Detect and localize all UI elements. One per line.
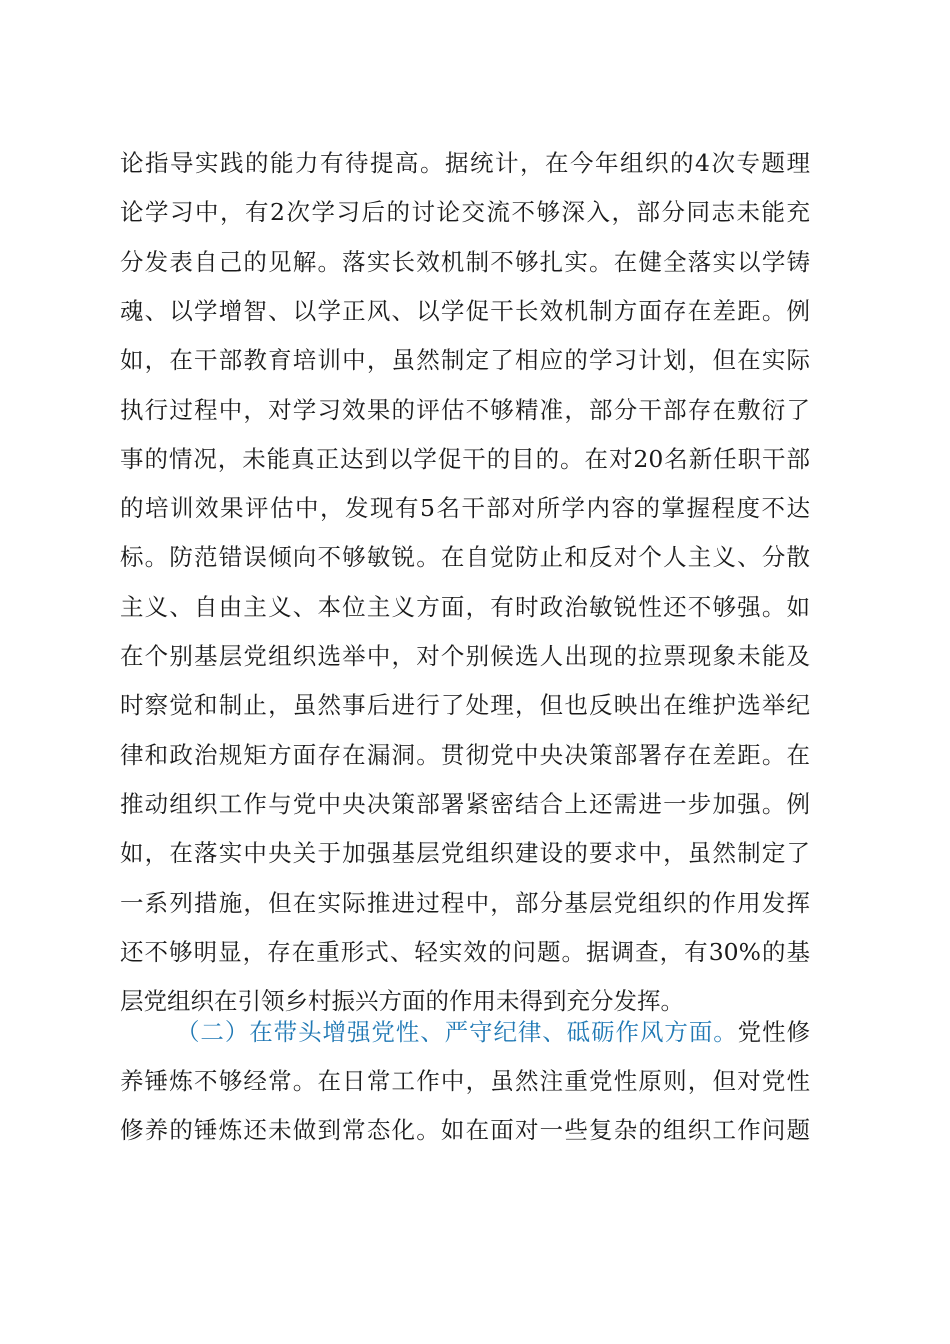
- paragraph-line: 一系列措施，但在实际推进过程中，部分基层党组织的作用发挥: [120, 888, 810, 917]
- paragraph-line: 论指导实践的能力有待提高。据统计，在今年组织的4次专题理: [120, 149, 810, 177]
- paragraph-line: 论学习中，有2次学习后的讨论交流不够深入，部分同志未能充: [120, 198, 810, 227]
- paragraph-line: 修养的锤炼还未做到常态化。如在面对一些复杂的组织工作问题: [120, 1116, 810, 1145]
- paragraph-line: 时察觉和制止，虽然事后进行了处理，但也反映出在维护选举纪: [120, 691, 810, 720]
- paragraph-line: 还不够明显，存在重形式、轻实效的问题。据调查，有30%的基: [120, 937, 810, 966]
- paragraph-line: 魂、以学增智、以学正风、以学促干长效机制方面存在差距。例: [120, 296, 810, 325]
- paragraph-line: 如，在落实中央关于加强基层党组织建设的要求中，虽然制定了: [120, 839, 810, 868]
- paragraph-line: 养锤炼不够经常。在日常工作中，虽然注重党性原则，但对党性: [120, 1067, 810, 1095]
- paragraph-line: 律和政治规矩方面存在漏洞。贯彻党中央决策部署存在差距。在: [120, 740, 810, 769]
- paragraph-line: 如，在干部教育培训中，虽然制定了相应的学习计划，但在实际: [120, 346, 810, 375]
- paragraph-line: 主义、自由主义、本位主义方面，有时政治敏锐性还不够强。如: [120, 592, 810, 621]
- paragraph-line: 标。防范错误倾向不够敏锐。在自觉防止和反对个人主义、分散: [120, 543, 810, 572]
- paragraph-line: 执行过程中，对学习效果的评估不够精准，部分干部存在敷衍了: [120, 395, 810, 424]
- section-heading: （二）在带头增强党性、严守纪律、砥砺作风方面。: [176, 1018, 738, 1046]
- section-heading-line: [176, 1007, 810, 1057]
- paragraph-line: 的培训效果评估中，发现有5名干部对所学内容的掌握程度不达: [120, 494, 810, 523]
- section-text-start: 党性修: [737, 1018, 811, 1046]
- paragraph-line: 分发表自己的见解。落实长效机制不够扎实。在健全落实以学铸: [120, 247, 810, 276]
- paragraph-line: 在个别基层党组织选举中，对个别候选人出现的拉票现象未能及: [120, 642, 810, 670]
- paragraph-line: 层党组织在引领乡村振兴方面的作用未得到充分发挥。: [120, 987, 684, 1016]
- paragraph-line: 事的情况，未能真正达到以学促干的目的。在对20名新任职干部: [120, 444, 810, 473]
- paragraph-line: 推动组织工作与党中央决策部署紧密结合上还需进一步加强。例: [120, 789, 810, 818]
